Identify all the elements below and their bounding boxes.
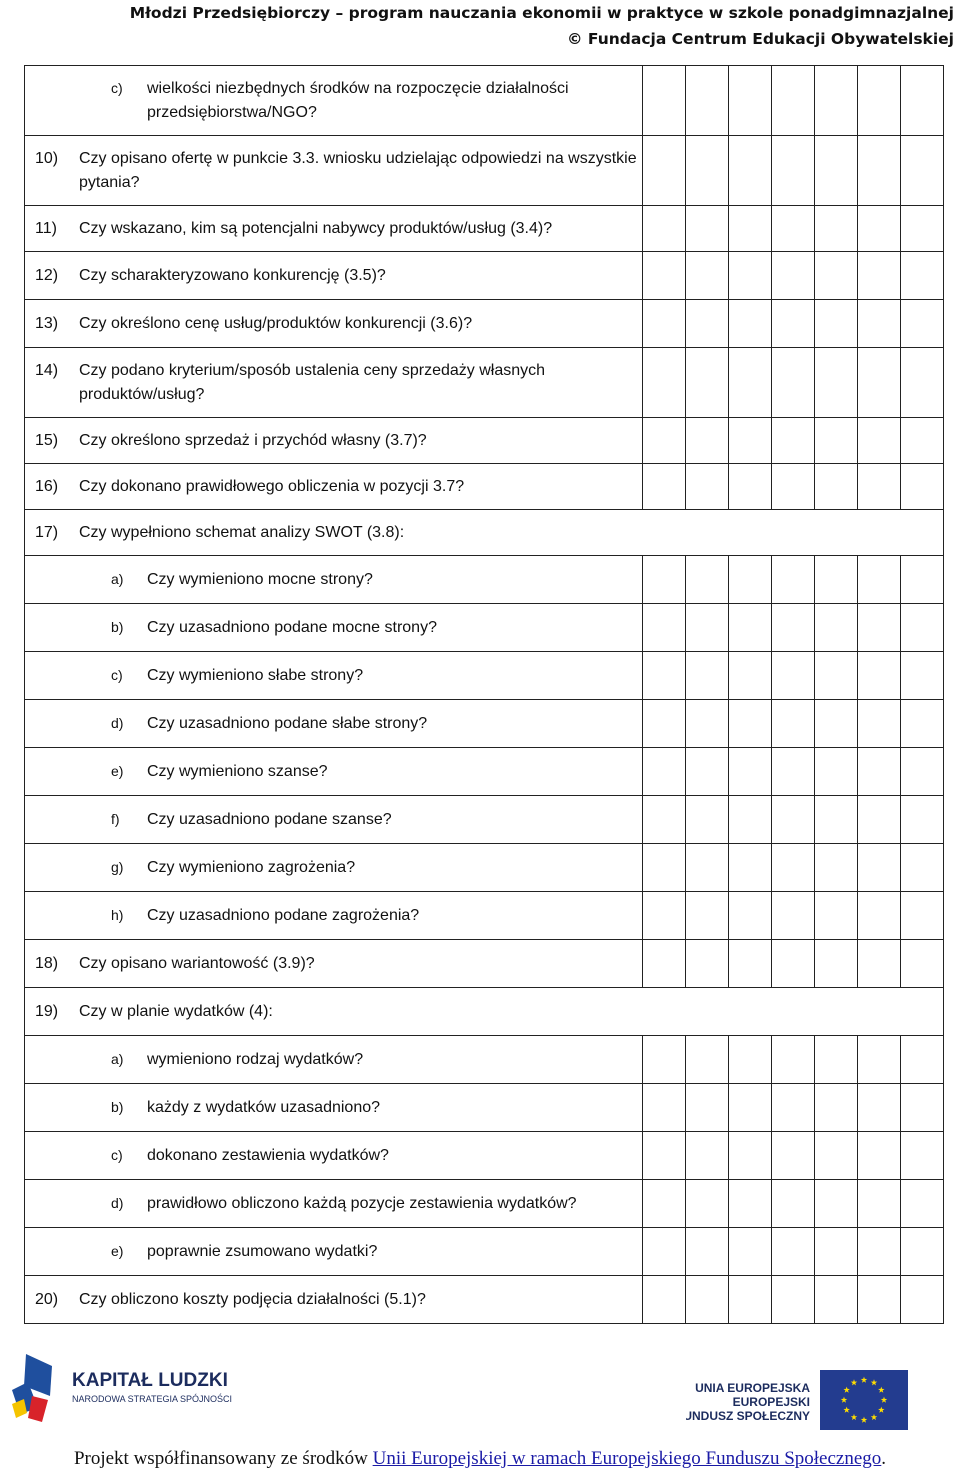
question-text: Czy opisano ofertę w punkcie 3.3. wniosku udzielając odpowiedzi na wszystkie pytania? bbox=[79, 150, 637, 191]
answer-cell[interactable] bbox=[729, 940, 772, 988]
question-number: 18) bbox=[35, 955, 59, 972]
answer-cell[interactable] bbox=[858, 1276, 901, 1324]
subquestion-marker: d) bbox=[111, 715, 124, 731]
subquestion-marker: d) bbox=[111, 1195, 124, 1211]
answer-cell[interactable] bbox=[858, 1180, 901, 1228]
answer-cell[interactable] bbox=[729, 1084, 772, 1132]
answer-cell[interactable] bbox=[858, 66, 901, 136]
question-cell bbox=[25, 206, 643, 252]
subquestion-marker: b) bbox=[111, 1099, 124, 1115]
answer-cell[interactable] bbox=[772, 940, 815, 988]
answer-cell[interactable] bbox=[815, 418, 858, 464]
question-text: Czy w planie wydatków (4): bbox=[79, 1002, 273, 1020]
answer-cell[interactable] bbox=[729, 66, 772, 136]
answer-cell[interactable] bbox=[858, 748, 901, 796]
answer-cell[interactable] bbox=[729, 748, 772, 796]
question-number: 15) bbox=[35, 432, 59, 449]
answer-cell[interactable] bbox=[729, 1276, 772, 1324]
answer-cell[interactable] bbox=[858, 206, 901, 252]
footer-link[interactable]: Unii Europejskiej w ramach Europejskiego Funduszu Społecznego bbox=[372, 1448, 882, 1469]
answer-cell[interactable] bbox=[729, 464, 772, 510]
table-row bbox=[25, 1036, 944, 1084]
answer-cell[interactable] bbox=[772, 796, 815, 844]
answer-cell[interactable] bbox=[901, 252, 944, 300]
answer-cell[interactable] bbox=[686, 1036, 729, 1084]
answer-cell[interactable] bbox=[901, 348, 944, 418]
answer-cell[interactable] bbox=[901, 652, 944, 700]
answer-cell[interactable] bbox=[643, 252, 686, 300]
question-cell bbox=[25, 510, 944, 556]
table-row bbox=[25, 892, 944, 940]
answer-cell[interactable] bbox=[858, 652, 901, 700]
question-text: Czy uzasadniono podane mocne strony? bbox=[147, 618, 437, 636]
question-text: Czy określono sprzedaż i przychód własny (3.7)? bbox=[79, 431, 427, 449]
question-cell bbox=[25, 748, 643, 796]
subquestion-marker: c) bbox=[111, 667, 123, 683]
answer-cell[interactable] bbox=[643, 418, 686, 464]
question-text: prawidłowo obliczono każdą pozycje zestawienia wydatków? bbox=[147, 1194, 577, 1212]
answer-cell[interactable] bbox=[729, 556, 772, 604]
answer-cell[interactable] bbox=[772, 604, 815, 652]
answer-cell[interactable] bbox=[729, 1036, 772, 1084]
answer-cell[interactable] bbox=[901, 1228, 944, 1276]
question-cell bbox=[25, 66, 643, 136]
subquestion-marker: a) bbox=[111, 1051, 124, 1067]
answer-cell[interactable] bbox=[686, 700, 729, 748]
question-cell bbox=[25, 348, 643, 418]
answer-cell[interactable] bbox=[815, 1132, 858, 1180]
answer-cell[interactable] bbox=[686, 844, 729, 892]
answer-cell[interactable] bbox=[686, 136, 729, 206]
table-row bbox=[25, 604, 944, 652]
answer-cell[interactable] bbox=[815, 748, 858, 796]
answer-cell[interactable] bbox=[815, 1180, 858, 1228]
question-text: wielkości niezbędnych środków na rozpoczęcie działalności przedsiębiorstwa/NGO? bbox=[147, 80, 569, 121]
question-cell bbox=[25, 700, 643, 748]
answer-cell[interactable] bbox=[901, 940, 944, 988]
answer-cell[interactable] bbox=[858, 1132, 901, 1180]
question-number: 12) bbox=[35, 267, 59, 284]
table-row bbox=[25, 418, 944, 464]
question-text: Czy wskazano, kim są potencjalni nabywcy produktów/usług (3.4)? bbox=[79, 219, 553, 237]
answer-cell[interactable] bbox=[901, 1132, 944, 1180]
question-cell bbox=[25, 556, 643, 604]
question-text: Czy podano kryterium/sposób ustalenia ceny sprzedaży własnych produktów/usług? bbox=[79, 362, 546, 403]
svg-text:UNIA EUROPEJSKA: UNIA EUROPEJSKA bbox=[695, 1381, 810, 1395]
question-cell bbox=[25, 892, 643, 940]
answer-cell[interactable] bbox=[643, 940, 686, 988]
table-row bbox=[25, 348, 944, 418]
table-row bbox=[25, 136, 944, 206]
question-text: Czy uzasadniono podane słabe strony? bbox=[147, 714, 428, 732]
answer-cell[interactable] bbox=[729, 252, 772, 300]
answer-cell[interactable] bbox=[643, 136, 686, 206]
question-cell bbox=[25, 418, 643, 464]
answer-cell[interactable] bbox=[729, 844, 772, 892]
answer-cell[interactable] bbox=[729, 348, 772, 418]
answer-cell[interactable] bbox=[901, 748, 944, 796]
answer-cell[interactable] bbox=[858, 300, 901, 348]
answer-cell[interactable] bbox=[772, 1132, 815, 1180]
answer-cell[interactable] bbox=[643, 1228, 686, 1276]
answer-cell[interactable] bbox=[729, 604, 772, 652]
answer-cell[interactable] bbox=[686, 652, 729, 700]
answer-cell[interactable] bbox=[729, 700, 772, 748]
answer-cell[interactable] bbox=[858, 464, 901, 510]
answer-cell[interactable] bbox=[815, 844, 858, 892]
answer-cell[interactable] bbox=[901, 556, 944, 604]
question-text: Czy scharakteryzowano konkurencję (3.5)? bbox=[79, 266, 386, 284]
answer-cell[interactable] bbox=[686, 1180, 729, 1228]
answer-cell[interactable] bbox=[815, 1084, 858, 1132]
question-cell bbox=[25, 940, 643, 988]
answer-cell[interactable] bbox=[643, 206, 686, 252]
answer-cell[interactable] bbox=[643, 652, 686, 700]
answer-cell[interactable] bbox=[686, 1132, 729, 1180]
table-row bbox=[25, 510, 944, 556]
answer-cell[interactable] bbox=[858, 1228, 901, 1276]
answer-cell[interactable] bbox=[772, 348, 815, 418]
answer-cell[interactable] bbox=[729, 1132, 772, 1180]
question-cell bbox=[25, 652, 643, 700]
question-cell bbox=[25, 1132, 643, 1180]
header-line-1: Młodzi Przedsiębiorczy – program nauczania ekonomii w praktyce w szkole ponadgimnazjalnej bbox=[129, 4, 954, 22]
answer-cell[interactable] bbox=[815, 1036, 858, 1084]
table-row bbox=[25, 300, 944, 348]
table-row bbox=[25, 1132, 944, 1180]
answer-cell[interactable] bbox=[686, 940, 729, 988]
question-text: Czy opisano wariantowość (3.9)? bbox=[79, 954, 315, 972]
answer-cell[interactable] bbox=[901, 604, 944, 652]
kapital-ludzki-logo bbox=[8, 1352, 248, 1428]
answer-cell[interactable] bbox=[815, 604, 858, 652]
question-cell bbox=[25, 1276, 643, 1324]
answer-cell[interactable] bbox=[772, 464, 815, 510]
question-text: Czy dokonano prawidłowego obliczenia w pozycji 3.7? bbox=[79, 477, 465, 495]
answer-cell[interactable] bbox=[858, 1084, 901, 1132]
question-cell bbox=[25, 988, 944, 1036]
answer-cell[interactable] bbox=[815, 464, 858, 510]
answer-cell[interactable] bbox=[772, 1084, 815, 1132]
answer-cell[interactable] bbox=[729, 300, 772, 348]
answer-cell[interactable] bbox=[858, 700, 901, 748]
answer-cell[interactable] bbox=[643, 700, 686, 748]
answer-cell[interactable] bbox=[815, 892, 858, 940]
answer-cell[interactable] bbox=[643, 1036, 686, 1084]
question-text: Czy wypełniono schemat analizy SWOT (3.8): bbox=[79, 523, 405, 541]
answer-cell[interactable] bbox=[858, 136, 901, 206]
answer-cell[interactable] bbox=[643, 1132, 686, 1180]
question-text: Czy obliczono koszty podjęcia działalności (5.1)? bbox=[79, 1290, 426, 1308]
eu-logo bbox=[686, 1370, 914, 1434]
question-number: 10) bbox=[35, 150, 59, 167]
table-row bbox=[25, 66, 944, 136]
answer-cell[interactable] bbox=[901, 844, 944, 892]
answer-cell[interactable] bbox=[901, 700, 944, 748]
answer-cell[interactable] bbox=[901, 1036, 944, 1084]
header-line-2: © Fundacja Centrum Edukacji Obywatelskiej bbox=[566, 30, 954, 48]
question-cell bbox=[25, 796, 643, 844]
answer-cell[interactable] bbox=[643, 748, 686, 796]
question-cell bbox=[25, 1036, 643, 1084]
answer-cell[interactable] bbox=[686, 748, 729, 796]
answer-cell[interactable] bbox=[858, 252, 901, 300]
answer-cell[interactable] bbox=[686, 66, 729, 136]
question-number: 19) bbox=[35, 1003, 59, 1020]
table-row bbox=[25, 988, 944, 1036]
answer-cell[interactable] bbox=[815, 252, 858, 300]
answer-cell[interactable] bbox=[772, 700, 815, 748]
answer-cell[interactable] bbox=[901, 796, 944, 844]
answer-cell[interactable] bbox=[643, 1084, 686, 1132]
answer-cell[interactable] bbox=[815, 796, 858, 844]
answer-cell[interactable] bbox=[772, 1036, 815, 1084]
question-text: Czy określono cenę usług/produktów konkurencji (3.6)? bbox=[79, 314, 473, 332]
subquestion-marker: g) bbox=[111, 859, 124, 875]
answer-cell[interactable] bbox=[729, 206, 772, 252]
subquestion-marker: e) bbox=[111, 1243, 124, 1259]
answer-cell[interactable] bbox=[858, 556, 901, 604]
subquestion-marker: b) bbox=[111, 619, 124, 635]
question-cell bbox=[25, 1180, 643, 1228]
answer-cell[interactable] bbox=[815, 700, 858, 748]
question-number: 17) bbox=[35, 524, 59, 541]
answer-cell[interactable] bbox=[901, 1084, 944, 1132]
footer: Projekt współfinansowany ze środków Unii Europejskiej w ramach Europejskiego Funduszu Społecznego. bbox=[73, 1448, 887, 1469]
answer-cell[interactable] bbox=[772, 844, 815, 892]
answer-cell[interactable] bbox=[858, 418, 901, 464]
answer-cell[interactable] bbox=[858, 844, 901, 892]
question-cell bbox=[25, 300, 643, 348]
question-text: Czy wymieniono mocne strony? bbox=[147, 570, 373, 588]
answer-cell[interactable] bbox=[772, 748, 815, 796]
svg-text:EUROPEJSKI: EUROPEJSKI bbox=[732, 1395, 810, 1409]
answer-cell[interactable] bbox=[815, 206, 858, 252]
question-cell bbox=[25, 464, 643, 510]
question-cell bbox=[25, 1084, 643, 1132]
answer-cell[interactable] bbox=[686, 300, 729, 348]
answer-cell[interactable] bbox=[772, 300, 815, 348]
answer-cell[interactable] bbox=[772, 136, 815, 206]
answer-cell[interactable] bbox=[901, 892, 944, 940]
answer-cell[interactable] bbox=[643, 1180, 686, 1228]
answer-cell[interactable] bbox=[729, 892, 772, 940]
answer-cell[interactable] bbox=[901, 300, 944, 348]
question-number: 13) bbox=[35, 315, 59, 332]
answer-cell[interactable] bbox=[686, 348, 729, 418]
answer-cell[interactable] bbox=[686, 464, 729, 510]
answer-cell[interactable] bbox=[643, 892, 686, 940]
answer-cell[interactable] bbox=[643, 1276, 686, 1324]
table-row bbox=[25, 206, 944, 252]
answer-cell[interactable] bbox=[643, 66, 686, 136]
table-row bbox=[25, 844, 944, 892]
answer-cell[interactable] bbox=[901, 418, 944, 464]
question-number: 11) bbox=[35, 220, 57, 237]
answer-cell[interactable] bbox=[901, 66, 944, 136]
answer-cell[interactable] bbox=[686, 604, 729, 652]
question-cell bbox=[25, 1228, 643, 1276]
answer-cell[interactable] bbox=[643, 348, 686, 418]
table-row bbox=[25, 1276, 944, 1324]
table-row bbox=[25, 464, 944, 510]
answer-cell[interactable] bbox=[815, 652, 858, 700]
subquestion-marker: e) bbox=[111, 763, 124, 779]
answer-cell[interactable] bbox=[729, 652, 772, 700]
answer-cell[interactable] bbox=[643, 300, 686, 348]
checklist-table bbox=[24, 65, 944, 1324]
answer-cell[interactable] bbox=[729, 136, 772, 206]
answer-cell[interactable] bbox=[729, 1180, 772, 1228]
question-number: 16) bbox=[35, 478, 59, 495]
answer-cell[interactable] bbox=[815, 348, 858, 418]
question-text: wymieniono rodzaj wydatków? bbox=[147, 1050, 364, 1068]
answer-cell[interactable] bbox=[815, 136, 858, 206]
subquestion-marker: h) bbox=[111, 907, 124, 923]
question-cell bbox=[25, 136, 643, 206]
answer-cell[interactable] bbox=[858, 892, 901, 940]
table-row bbox=[25, 1228, 944, 1276]
answer-cell[interactable] bbox=[858, 940, 901, 988]
answer-cell[interactable] bbox=[772, 1276, 815, 1324]
answer-cell[interactable] bbox=[772, 652, 815, 700]
question-cell bbox=[25, 604, 643, 652]
answer-cell[interactable] bbox=[858, 348, 901, 418]
question-number: 14) bbox=[35, 362, 59, 379]
answer-cell[interactable] bbox=[815, 300, 858, 348]
answer-cell[interactable] bbox=[815, 66, 858, 136]
answer-cell[interactable] bbox=[772, 418, 815, 464]
question-text: Czy wymieniono słabe strony? bbox=[147, 666, 364, 684]
answer-cell[interactable] bbox=[729, 796, 772, 844]
subquestion-marker: c) bbox=[111, 1147, 123, 1163]
subquestion-marker: f) bbox=[111, 811, 120, 827]
answer-cell[interactable] bbox=[901, 206, 944, 252]
answer-cell[interactable] bbox=[901, 464, 944, 510]
answer-cell[interactable] bbox=[643, 604, 686, 652]
answer-cell[interactable] bbox=[643, 796, 686, 844]
answer-cell[interactable] bbox=[772, 252, 815, 300]
page-header bbox=[130, 0, 954, 52]
table-row bbox=[25, 796, 944, 844]
question-number: 20) bbox=[35, 1291, 59, 1308]
answer-cell[interactable] bbox=[772, 1228, 815, 1276]
answer-cell[interactable] bbox=[772, 1180, 815, 1228]
answer-cell[interactable] bbox=[686, 252, 729, 300]
question-text: dokonano zestawienia wydatków? bbox=[147, 1146, 389, 1164]
table-row bbox=[25, 748, 944, 796]
table-row bbox=[25, 700, 944, 748]
table-row bbox=[25, 940, 944, 988]
answer-cell[interactable] bbox=[643, 464, 686, 510]
answer-cell[interactable] bbox=[815, 556, 858, 604]
answer-cell[interactable] bbox=[858, 1036, 901, 1084]
answer-cell[interactable] bbox=[686, 796, 729, 844]
kl-subtitle: NARODOWA STRATEGIA SPÓJNOŚCI bbox=[72, 1394, 233, 1404]
answer-cell[interactable] bbox=[686, 1084, 729, 1132]
question-cell bbox=[25, 252, 643, 300]
answer-cell[interactable] bbox=[729, 418, 772, 464]
subquestion-marker: a) bbox=[111, 571, 124, 587]
question-text: każdy z wydatków uzasadniono? bbox=[147, 1098, 381, 1116]
answer-cell[interactable] bbox=[686, 1276, 729, 1324]
answer-cell[interactable] bbox=[772, 556, 815, 604]
answer-cell[interactable] bbox=[643, 844, 686, 892]
answer-cell[interactable] bbox=[901, 1276, 944, 1324]
svg-text:FUNDUSZ SPOŁECZNY: FUNDUSZ SPOŁECZNY bbox=[686, 1409, 810, 1423]
question-text: Czy wymieniono szanse? bbox=[147, 762, 328, 780]
answer-cell[interactable] bbox=[815, 1276, 858, 1324]
question-text: Czy wymieniono zagrożenia? bbox=[147, 858, 356, 876]
answer-cell[interactable] bbox=[815, 1228, 858, 1276]
answer-cell[interactable] bbox=[772, 206, 815, 252]
answer-cell[interactable] bbox=[858, 604, 901, 652]
question-text: Czy uzasadniono podane zagrożenia? bbox=[147, 906, 420, 924]
answer-cell[interactable] bbox=[901, 136, 944, 206]
answer-cell[interactable] bbox=[686, 556, 729, 604]
table-row bbox=[25, 252, 944, 300]
answer-cell[interactable] bbox=[686, 418, 729, 464]
kl-title: KAPITAŁ LUDZKI bbox=[72, 1370, 228, 1391]
table-row bbox=[25, 652, 944, 700]
answer-cell[interactable] bbox=[686, 206, 729, 252]
answer-cell[interactable] bbox=[729, 1228, 772, 1276]
answer-cell[interactable] bbox=[686, 892, 729, 940]
answer-cell[interactable] bbox=[643, 556, 686, 604]
answer-cell[interactable] bbox=[901, 1180, 944, 1228]
answer-cell[interactable] bbox=[772, 892, 815, 940]
table-row bbox=[25, 1180, 944, 1228]
table-row bbox=[25, 556, 944, 604]
subquestion-marker: c) bbox=[111, 80, 123, 96]
question-cell bbox=[25, 844, 643, 892]
table-row bbox=[25, 1084, 944, 1132]
answer-cell[interactable] bbox=[686, 1228, 729, 1276]
question-text: poprawnie zsumowano wydatki? bbox=[147, 1242, 378, 1260]
answer-cell[interactable] bbox=[858, 796, 901, 844]
question-text: Czy uzasadniono podane szanse? bbox=[147, 810, 392, 828]
answer-cell[interactable] bbox=[772, 66, 815, 136]
answer-cell[interactable] bbox=[815, 940, 858, 988]
